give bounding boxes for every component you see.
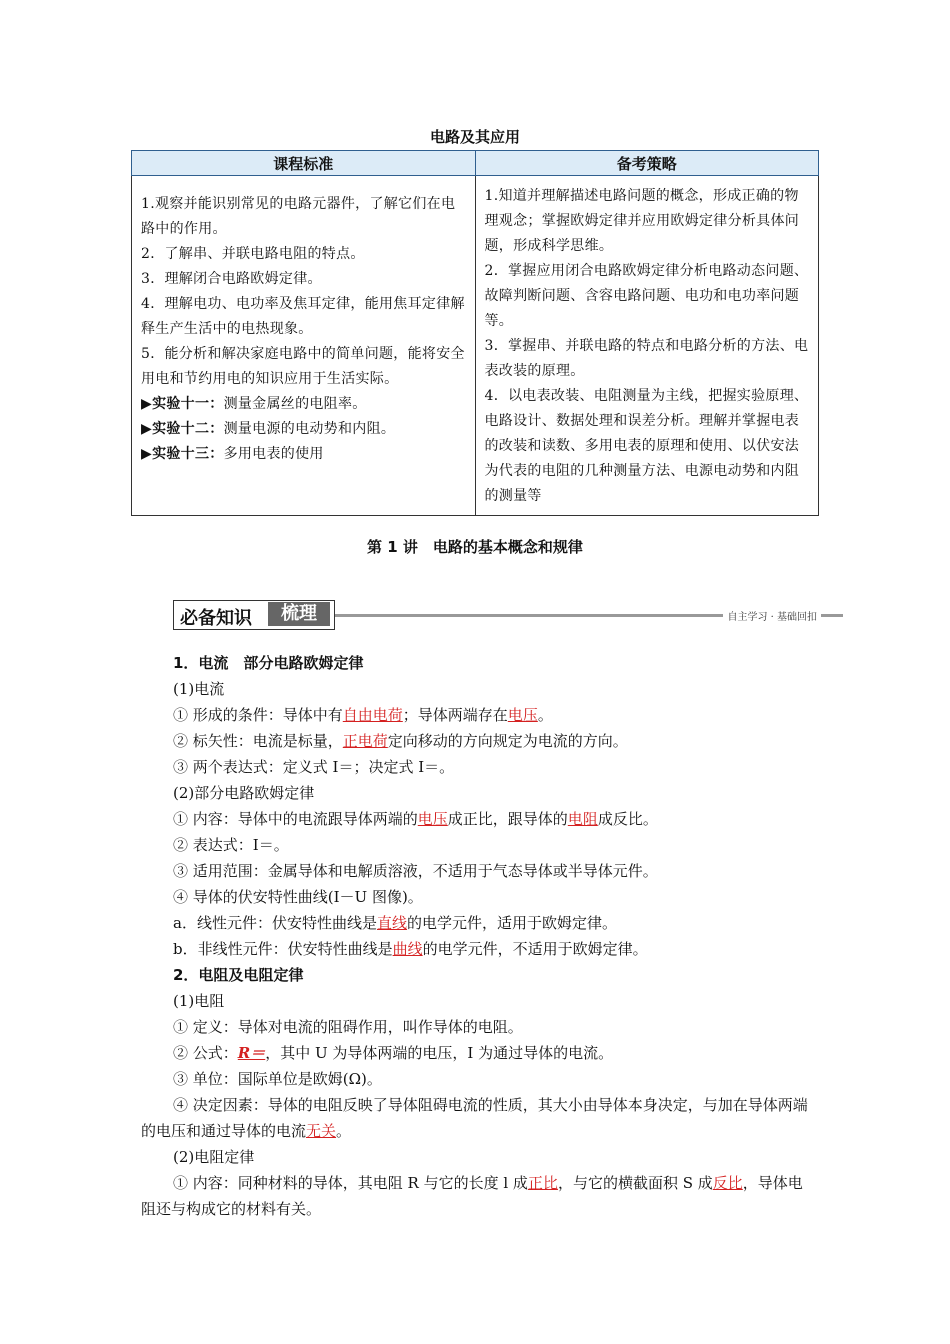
col1-header: 课程标准 [132, 151, 476, 176]
heading: 2．电阻及电阻定律 [173, 966, 304, 984]
strategy-item: 2．掌握应用闭合电路欧姆定律分析电路动态问题、故障判断问题、含容电路问题、电功和电功率问题等。 [484, 263, 809, 329]
line: ① 内容：导体中的电流跟导体两端的电压成正比，跟导体的电阻成反比。 [173, 810, 658, 828]
line: ② 表达式：I＝。 [173, 836, 289, 854]
line: ② 标矢性：电流是标量，正电荷定向移动的方向规定为电流的方向。 [173, 732, 628, 750]
line: ④ 导体的伏安特性曲线(I－U 图像)。 [173, 888, 423, 906]
line: ① 定义：导体对电流的阻碍作用，叫作导体的电阻。 [173, 1018, 523, 1036]
heading: 1．电流 部分电路欧姆定律 [173, 654, 364, 672]
play-icon: ▶ [141, 446, 153, 462]
experiment-item: ▶实验十二：测量电源的电动势和内阻。 [141, 421, 396, 437]
strategy-item: 3．掌握串、并联电路的特点和电路分析的方法、电表改装的原理。 [484, 338, 809, 379]
subheading: (2)电阻定律 [173, 1148, 255, 1166]
knowledge-content [141, 650, 823, 1222]
line: ③ 单位：国际单位是欧姆(Ω)。 [173, 1070, 382, 1088]
strategy-item: 4．以电表改装、电阻测量为主线，把握实验原理、电路设计、数据处理和误差分析。理解并掌握电表的改装和读数、多用电表的原理和使用、以伏安法为代表的电阻的几种测量方法、电源电动势和内阻的测量等 [484, 388, 809, 504]
strategy-item: 1.知道并理解描述电路问题的概念，形成正确的物理观念；掌握欧姆定律并应用欧姆定律分析具体问题，形成科学思维。 [484, 188, 800, 254]
standard-item: 4．理解电功、电功率及焦耳定律，能用焦耳定律解释生产生活中的电热现象。 [141, 296, 465, 337]
standard-item: 2．了解串、并联电路电阻的特点。 [141, 246, 365, 262]
line: a．线性元件：伏安特性曲线是直线的电学元件，适用于欧姆定律。 [173, 914, 617, 932]
banner-tag: 自主学习 · 基础回扣 [723, 608, 821, 623]
col2-header: 备考策略 [475, 151, 819, 176]
standard-item: 5．能分析和解决家庭电路中的简单问题，能将安全用电和节约用电的知识应用于生活实际。 [141, 346, 465, 387]
line: ① 形成的条件：导体中有自由电荷；导体两端存在电压。 [173, 706, 553, 724]
section-title: 电路及其应用 [429, 128, 520, 146]
knowledge-banner [173, 600, 843, 630]
subheading: (2)部分电路欧姆定律 [173, 784, 315, 802]
line: b．非线性元件：伏安特性曲线是曲线的电学元件，不适用于欧姆定律。 [173, 940, 648, 958]
standard-item: 1.观察并能识别常见的电路元器件，了解它们在电路中的作用。 [141, 196, 456, 237]
experiment-item: ▶实验十三：多用电表的使用 [141, 446, 324, 462]
col2-cell [475, 176, 819, 516]
experiment-item: ▶实验十一：测量金属丝的电阻率。 [141, 396, 367, 412]
line: ④ 决定因素：导体的电阻反映了导体阻碍电流的性质，其大小由导体本身决定，与加在导体两端的电压和通过导体的电流无关。 [141, 1096, 808, 1140]
lecture-title: 第 1 讲 电路的基本概念和规律 [367, 538, 583, 556]
subheading: (1)电阻 [173, 992, 225, 1010]
banner-box: 必备知识 梳理 [173, 600, 335, 630]
line: ③ 适用范围：金属导体和电解质溶液，不适用于气态导体或半导体元件。 [173, 862, 658, 880]
standard-item: 3．理解闭合电路欧姆定律。 [141, 271, 322, 287]
line: ② 公式：R＝，其中 U 为导体两端的电压，I 为通过导体的电流。 [173, 1044, 614, 1062]
play-icon: ▶ [141, 396, 153, 412]
play-icon: ▶ [141, 421, 153, 437]
line: ① 内容：同种材料的导体，其电阻 R 与它的长度 l 成正比，与它的横截面积 S 成反比，导体电阻还与构成它的材料有关。 [141, 1174, 803, 1218]
col1-cell [132, 176, 476, 516]
line: ③ 两个表达式：定义式 I＝；决定式 I＝。 [173, 758, 455, 776]
subheading: (1)电流 [173, 680, 225, 698]
course-standard-table [131, 150, 819, 516]
